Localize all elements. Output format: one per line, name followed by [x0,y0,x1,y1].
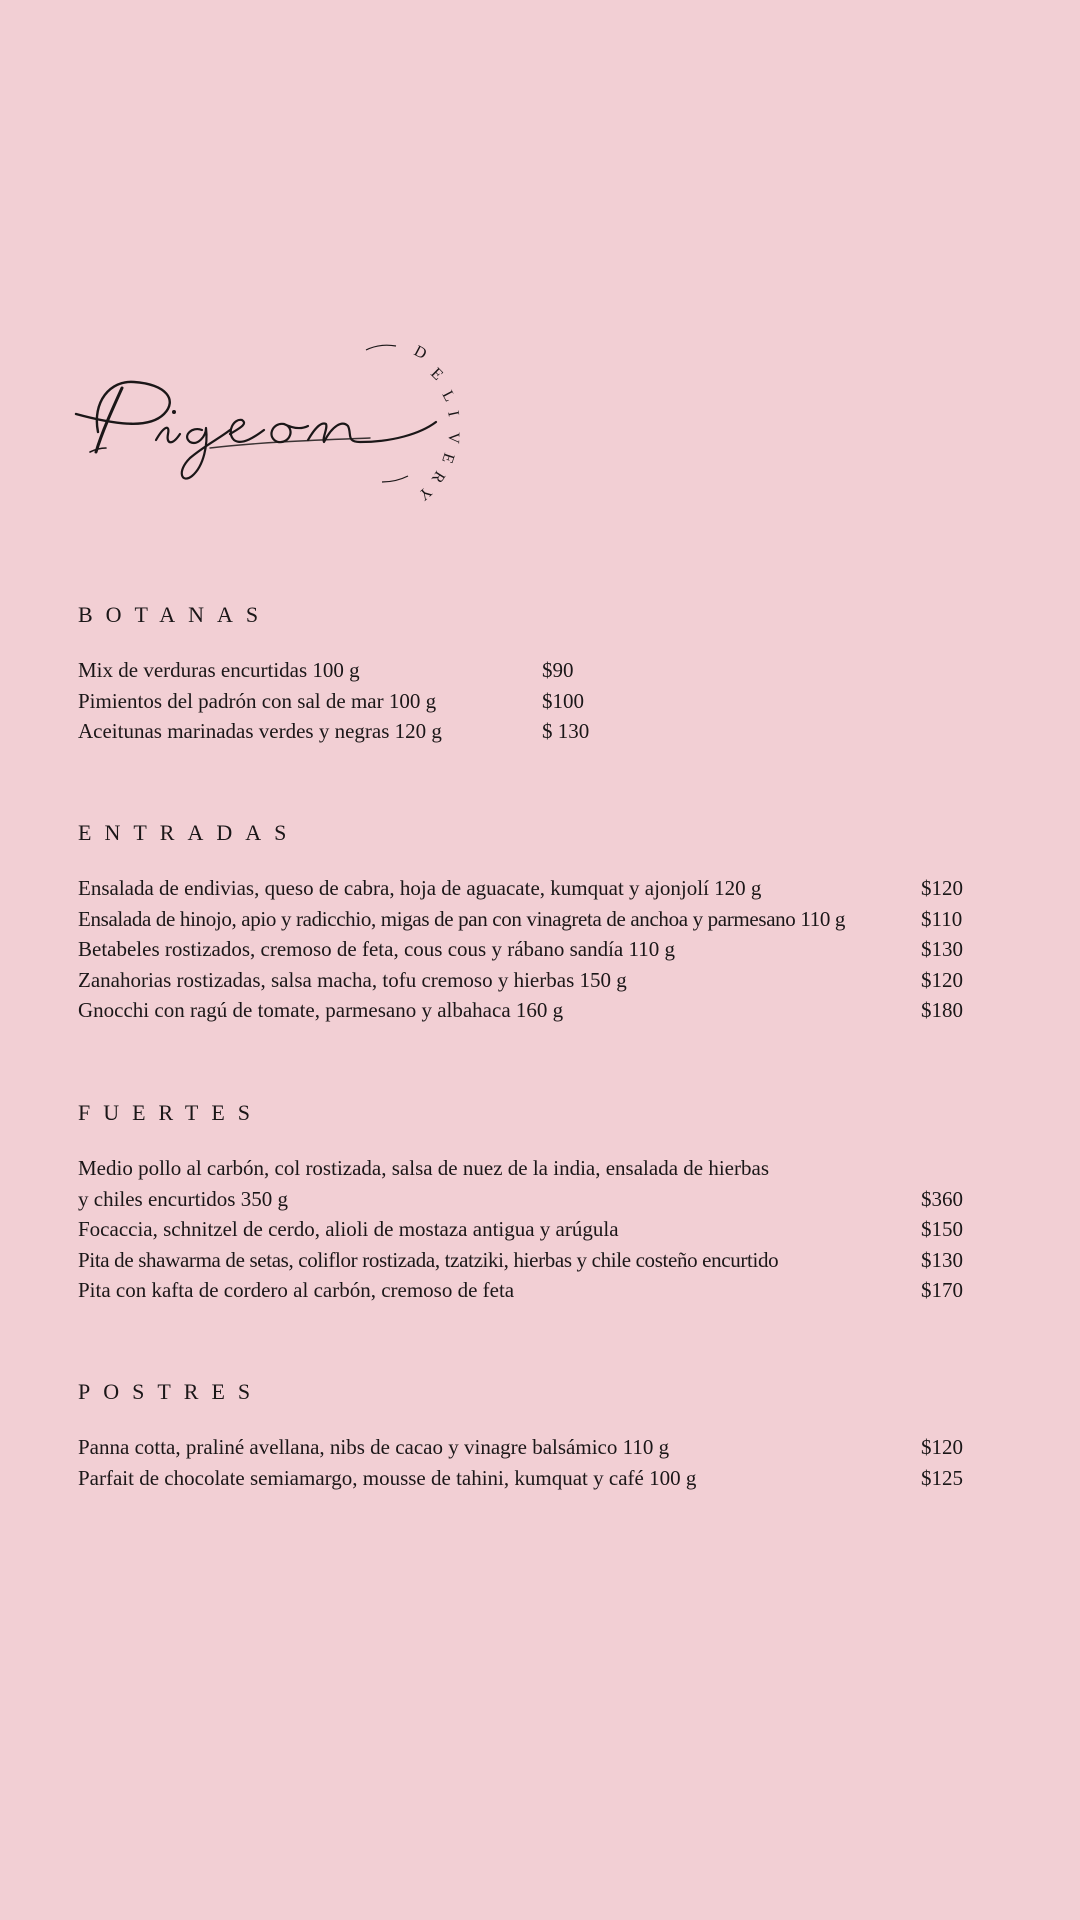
menu-item [78,1432,963,1463]
item-name: Zanahorias rostizadas, salsa macha, tofu cremoso y hierbas 150 g [78,967,627,992]
menu-item [78,655,574,686]
item-price: $180 [921,998,963,1023]
item-price: $120 [921,1435,963,1459]
section-botanas [78,600,590,747]
item-price: $100 [542,688,584,713]
section-postres [78,1377,963,1493]
menu-item [78,1214,963,1245]
section-entradas [78,818,963,1026]
item-name: Ensalada de hinojo, apio y radicchio, migas de pan con vinagreta de anchoa y parmesano 110 g [78,906,846,931]
item-name: Mix de verduras encurtidas 100 g [78,658,360,682]
item-price: $125 [921,1465,963,1490]
svg-text:V: V [444,431,462,445]
section-fuertes [78,1098,963,1306]
item-price: $360 [921,1186,963,1211]
menu-item [78,686,584,717]
section-title: ENTRADAS [78,820,300,845]
item-name: Focaccia, schnitzel de cerdo, alioli de mostaza antigua y arúgula [78,1217,619,1242]
item-name: Pimientos del padrón con sal de mar 100 g [78,688,437,713]
svg-text:E: E [438,450,458,466]
section-title: BOTANAS [78,602,272,627]
menu-item [78,934,963,965]
pigeon-delivery-logo [70,330,490,510]
item-price: $ 130 [542,719,590,744]
menu-item [78,716,590,747]
item-name-continued: y chiles encurtidos 350 g [78,1186,288,1211]
menu-item [78,873,963,904]
item-price: $130 [921,1247,963,1272]
menu-item [78,904,963,935]
item-name: Ensalada de endivias, queso de cabra, hoja de aguacate, kumquat y ajonjolí 120 g [78,876,762,900]
item-name: Betabeles rostizados, cremoso de feta, cous cous y rábano sandía 110 g [78,937,675,962]
item-name: Pita con kafta de cordero al carbón, cremoso de feta [78,1278,515,1303]
item-name: Pita de shawarma de setas, coliflor rostizada, tzatziki, hierbas y chile costeño encurtido [78,1247,779,1272]
section-title: FUERTES [78,1100,264,1125]
svg-text:E: E [427,364,447,384]
item-name: Parfait de chocolate semiamargo, mousse de tahini, kumquat y café 100 g [78,1465,697,1490]
item-price: $170 [921,1278,963,1303]
item-name: Medio pollo al carbón, col rostizada, salsa de nuez de la india, ensalada de hierbas [78,1156,769,1180]
item-price: $110 [921,906,963,931]
item-price: $120 [921,876,963,900]
menu-item [78,1275,963,1306]
menu-item [78,1463,963,1494]
item-price: $120 [921,967,963,992]
item-name: Gnocchi con ragú de tomate, parmesano y albahaca 160 g [78,998,564,1023]
svg-text:D: D [411,342,430,363]
svg-text:I: I [444,409,462,419]
menu-item [78,995,963,1026]
item-price: $130 [921,937,963,962]
menu-item [78,965,963,996]
menu-item [78,1153,963,1214]
menu-item [78,1245,963,1276]
item-price: $150 [921,1217,963,1242]
svg-text:R: R [427,467,449,486]
section-title: POSTRES [78,1379,264,1404]
item-name: Aceitunas marinadas verdes y negras 120 g [78,719,442,744]
item-name: Panna cotta, praliné avellana, nibs de cacao y vinagre balsámico 110 g [78,1435,670,1459]
svg-text:L: L [438,387,459,405]
item-price: $90 [542,658,574,682]
svg-text:Y: Y [414,483,435,504]
